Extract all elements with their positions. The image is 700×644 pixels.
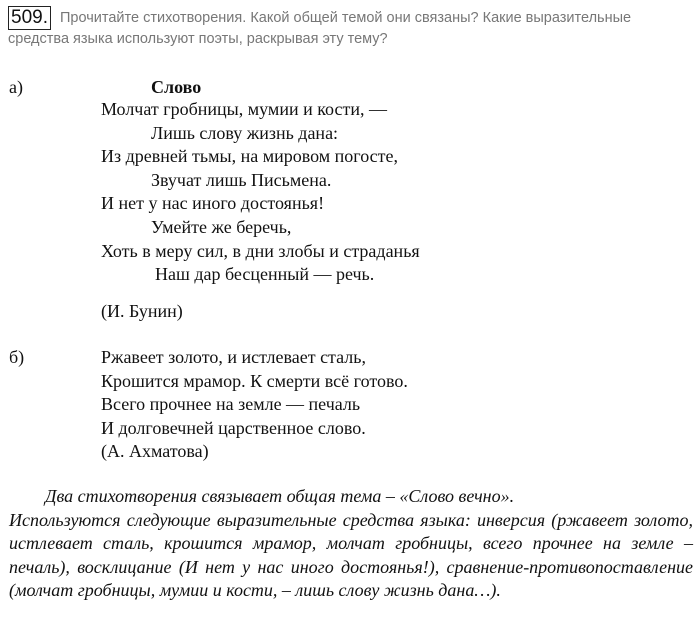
poem-a-line: Умейте же беречь,	[151, 216, 292, 237]
poem-a-text	[101, 98, 420, 287]
exercise-task: Прочитайте стихотворения. Какой общей темой они связаны? Какие выразительные средства языка используют поэты, раскрывая эту тему?	[8, 10, 632, 47]
answer-theme: Два стихотворения связывает общая тема – «Слово вечно».	[45, 486, 515, 506]
poem-b-line: Крошится мрамор. К смерти всё готово.	[101, 370, 408, 391]
poem-a-line: И нет у нас иного достоянья!	[101, 193, 325, 214]
poem-a-line: Наш дар бесценный — речь.	[155, 264, 375, 285]
poem-a-marker: а)	[9, 77, 23, 97]
poem-a-line: Хоть в меру сил, в дни злобы и страданья	[101, 240, 420, 261]
exercise-number: 509.	[8, 6, 51, 30]
poem-b-line: Ржавеет золото, и истлевает сталь,	[101, 347, 366, 367]
poem-b-marker: б)	[9, 347, 25, 367]
poem-a-line: Молчат гробницы, мумии и кости, —	[101, 99, 387, 119]
poem-b-author: (А. Ахматова)	[101, 441, 209, 461]
poem-b-text	[101, 346, 408, 440]
poem-a-line: Из древней тьмы, на мировом погосте,	[101, 146, 398, 167]
poem-b-line: Всего прочнее на земле — печаль	[101, 394, 361, 415]
poem-a-line: Лишь слову жизнь дана:	[151, 122, 339, 143]
answer-block	[9, 485, 693, 603]
poem-b-line: И долговечней царственное слово.	[101, 417, 366, 438]
poem-a-line: Звучат лишь Письмена.	[151, 169, 332, 190]
answer-devices: Используются следующие выразительные средства языка: инверсия (ржавеет золото, истлевает сталь, крошится мрамор, молчат гробницы, всего прочнее на земле – печаль), восклицание (И нет у нас иного достоянья!), сравнение-противопоставление (молчат гробницы, мумии и кости, – лишь слову жизнь дана…).	[9, 509, 693, 600]
poem-a-author: (И. Бунин)	[101, 301, 183, 321]
poem-a-title: Слово	[151, 77, 202, 97]
